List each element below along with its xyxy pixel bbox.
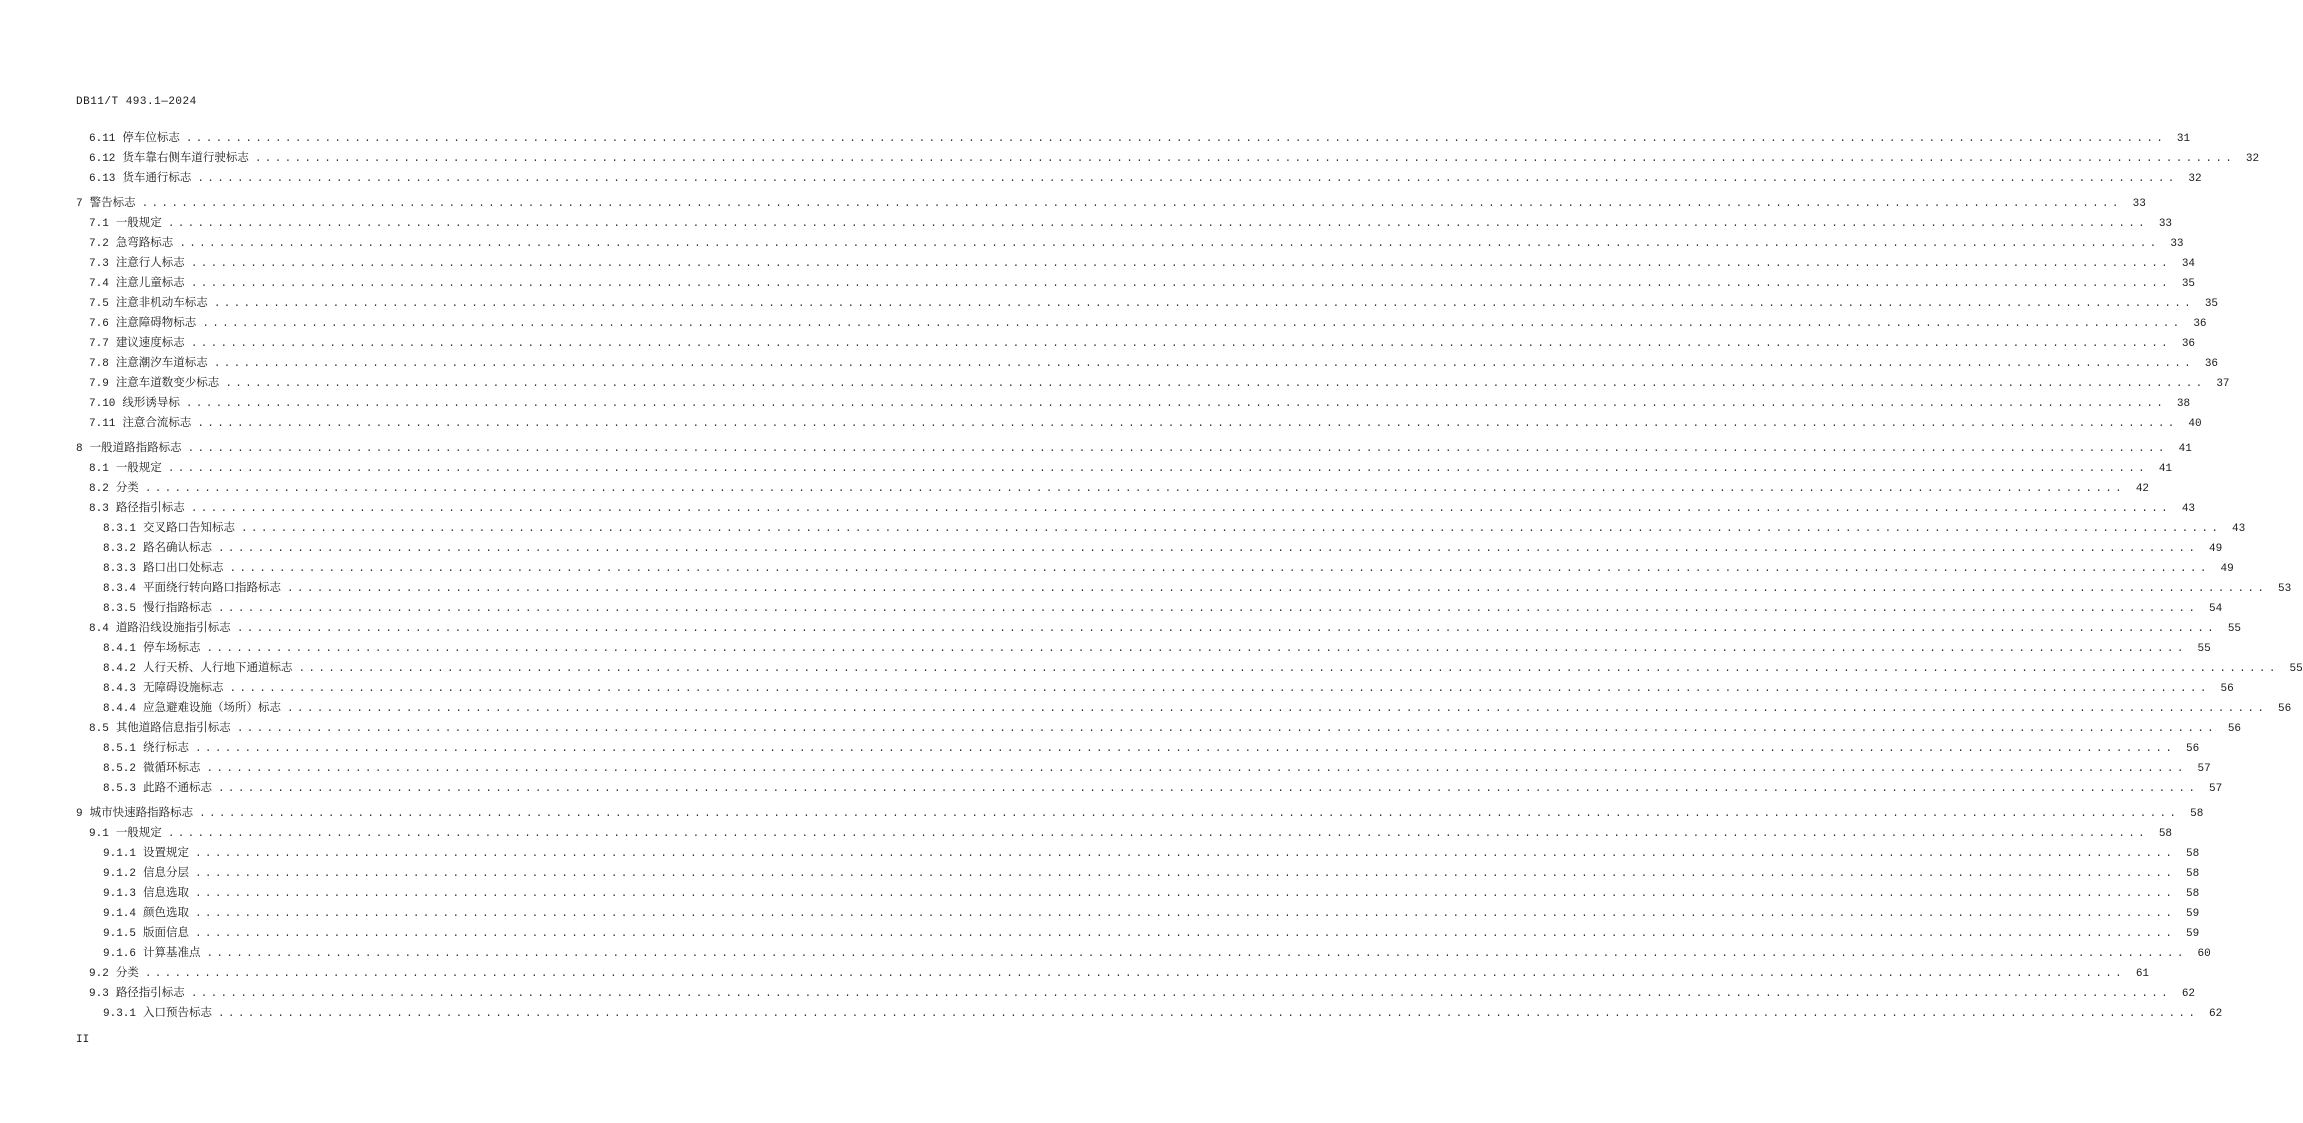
table-of-contents: [76, 127, 2303, 1022]
toc-page-number: 36: [2204, 358, 2219, 370]
toc-dot-leader: ........................................................................................................................................................................................................: [185, 133, 2167, 145]
toc-entry[interactable]: [76, 777, 2223, 797]
toc-page-number: 56: [2186, 743, 2200, 755]
toc-dot-leader: ........................................................................................................................................................................................................: [190, 278, 2172, 290]
toc-page-number: 58: [2190, 808, 2204, 820]
toc-section-number: 7.9: [89, 378, 109, 390]
toc-entry[interactable]: [76, 497, 2196, 517]
toc-section-number: 7.11: [89, 418, 116, 430]
toc-section-title: 警告标志: [89, 195, 136, 209]
toc-section-number: 8: [76, 443, 83, 455]
toc-entry[interactable]: [76, 802, 2204, 822]
toc-section-number: 6.12: [89, 153, 116, 165]
toc-section-title: 注意合流标志: [122, 415, 192, 429]
toc-page-number: 56: [2220, 683, 2234, 695]
toc-section-title: 建议速度标志: [115, 335, 185, 349]
toc-dot-leader: ........................................................................................................................................................................................................: [141, 198, 2122, 210]
toc-section-title: 分类: [115, 480, 139, 494]
toc-section-number: 8.4.1: [103, 643, 137, 655]
toc-section-title: 应急避难设施（场所）标志: [143, 700, 282, 714]
toc-section-number: 8.5.3: [103, 783, 137, 795]
toc-section-number: 8.1: [89, 463, 109, 475]
toc-section-number: 8.5.2: [103, 763, 137, 775]
toc-entry[interactable]: [76, 537, 2223, 557]
toc-section-title: 急弯路标志: [115, 235, 174, 249]
toc-section-number: 9.1.2: [103, 868, 137, 880]
toc-dot-leader: ........................................................................................................................................................................................................: [218, 543, 2199, 555]
toc-entry[interactable]: [76, 352, 2219, 372]
toc-dot-leader: ........................................................................................................................................................................................................: [167, 218, 2149, 230]
toc-section-title: 注意行人标志: [115, 255, 185, 269]
toc-entry[interactable]: [76, 437, 2192, 457]
toc-entry[interactable]: [76, 457, 2173, 477]
toc-page-number: 33: [2170, 238, 2184, 250]
toc-section-number: 9.2: [89, 968, 109, 980]
toc-section-number: 9.1: [89, 828, 109, 840]
toc-dot-leader: ........................................................................................................................................................................................................: [213, 358, 2195, 370]
toc-entry[interactable]: [76, 697, 2292, 717]
toc-entry[interactable]: [76, 862, 2200, 882]
toc-dot-leader: ........................................................................................................................................................................................................: [197, 418, 2178, 430]
toc-section-number: 8.3.4: [103, 583, 137, 595]
toc-dot-leader: ........................................................................................................................................................................................................: [144, 483, 2126, 495]
toc-section-number: 6.11: [89, 133, 116, 145]
toc-page-number: 54: [2209, 603, 2223, 615]
toc-dot-leader: ........................................................................................................................................................................................................: [229, 683, 2210, 695]
document-code-header: DB11/T 493.1—2024: [76, 96, 197, 108]
toc-page-number: 58: [2186, 848, 2200, 860]
toc-page-number: 42: [2135, 483, 2150, 495]
toc-entry[interactable]: [76, 477, 2150, 497]
toc-section-number: 7.10: [89, 398, 116, 410]
toc-dot-leader: ........................................................................................................................................................................................................: [195, 928, 2176, 940]
toc-section-number: 7.2: [89, 238, 109, 250]
toc-entry[interactable]: [76, 842, 2200, 862]
toc-dot-leader: ........................................................................................................................................................................................................: [167, 463, 2149, 475]
toc-entry[interactable]: [76, 252, 2196, 272]
toc-section-title: 路径指引标志: [115, 500, 185, 514]
toc-entry[interactable]: [76, 212, 2173, 232]
toc-dot-leader: ........................................................................................................................................................................................................: [190, 338, 2172, 350]
toc-section-title: 货车靠右侧车道行驶标志: [122, 150, 249, 164]
toc-entry[interactable]: [76, 167, 2202, 187]
toc-section-title: 城市快速路指路标志: [89, 805, 194, 819]
toc-dot-leader: ........................................................................................................................................................................................................: [190, 988, 2172, 1000]
toc-dot-leader: ........................................................................................................................................................................................................: [195, 908, 2176, 920]
toc-section-title: 信息选取: [143, 885, 190, 899]
toc-dot-leader: ........................................................................................................................................................................................................: [236, 623, 2218, 635]
toc-section-number: 8.3.1: [103, 523, 137, 535]
toc-section-number: 8.3.5: [103, 603, 137, 615]
toc-entry[interactable]: [76, 412, 2202, 432]
toc-dot-leader: ........................................................................................................................................................................................................: [206, 948, 2187, 960]
toc-dot-leader: ........................................................................................................................................................................................................: [206, 763, 2187, 775]
toc-dot-leader: ........................................................................................................................................................................................................: [199, 808, 2180, 820]
toc-entry[interactable]: [76, 737, 2200, 757]
toc-dot-leader: ........................................................................................................................................................................................................: [179, 238, 2160, 250]
toc-section-title: 一般规定: [115, 825, 162, 839]
toc-page-number: 38: [2176, 398, 2191, 410]
toc-entry[interactable]: [76, 147, 2260, 167]
toc-entry[interactable]: [76, 822, 2173, 842]
toc-dot-leader: ........................................................................................................................................................................................................: [197, 173, 2178, 185]
toc-section-title: 路名确认标志: [143, 540, 213, 554]
toc-dot-leader: ........................................................................................................................................................................................................: [241, 523, 2222, 535]
toc-section-number: 9.3: [89, 988, 109, 1000]
toc-section-title: 入口预告标志: [143, 1005, 213, 1019]
toc-page-number: 41: [2158, 463, 2173, 475]
toc-section-title: 设置规定: [143, 845, 190, 859]
toc-section-number: 8.3.3: [103, 563, 137, 575]
toc-entry[interactable]: [76, 982, 2196, 1002]
toc-dot-leader: ........................................................................................................................................................................................................: [218, 783, 2199, 795]
toc-page-number: 58: [2158, 828, 2173, 840]
toc-section-title: 慢行指路标志: [143, 600, 213, 614]
toc-dot-leader: ........................................................................................................................................................................................................: [185, 398, 2167, 410]
toc-section-title: 路口出口处标志: [143, 560, 224, 574]
toc-section-number: 6.13: [89, 173, 116, 185]
toc-page-number: 58: [2186, 888, 2200, 900]
toc-dot-leader: ........................................................................................................................................................................................................: [254, 153, 2236, 165]
toc-page-number: 33: [2158, 218, 2173, 230]
toc-entry[interactable]: [76, 637, 2211, 657]
toc-dot-leader: ........................................................................................................................................................................................................: [190, 258, 2172, 270]
toc-section-title: 此路不通标志: [143, 780, 213, 794]
toc-page-number: 55: [2227, 623, 2242, 635]
toc-dot-leader: ........................................................................................................................................................................................................: [225, 378, 2206, 390]
toc-page-number: 36: [2193, 318, 2207, 330]
toc-section-title: 一般规定: [115, 215, 162, 229]
toc-section-number: 7.7: [89, 338, 109, 350]
toc-section-number: 7.1: [89, 218, 109, 230]
toc-dot-leader: ........................................................................................................................................................................................................: [190, 503, 2172, 515]
toc-entry[interactable]: [76, 192, 2146, 212]
toc-page-number: 56: [2278, 703, 2292, 715]
toc-section-number: 8.5: [89, 723, 109, 735]
toc-section-number: 8.3: [89, 503, 109, 515]
toc-section-number: 8.4.3: [103, 683, 137, 695]
toc-page-number: 55: [2289, 663, 2303, 675]
toc-entry[interactable]: [76, 757, 2211, 777]
toc-entry[interactable]: [76, 617, 2242, 637]
toc-section-title: 注意非机动车标志: [115, 295, 208, 309]
toc-section-title: 人行天桥、人行地下通道标志: [143, 660, 293, 674]
toc-page-number: 36: [2181, 338, 2196, 350]
toc-entry[interactable]: [76, 517, 2246, 537]
toc-entry[interactable]: [76, 677, 2234, 697]
toc-dot-leader: ........................................................................................................................................................................................................: [229, 563, 2210, 575]
toc-section-title: 计算基准点: [143, 945, 201, 959]
toc-section-title: 交叉路口告知标志: [143, 520, 236, 534]
toc-page-number: 49: [2209, 543, 2223, 555]
toc-section-title: 分类: [115, 965, 139, 979]
toc-page-number: 60: [2197, 948, 2211, 960]
toc-page-number: 35: [2204, 298, 2219, 310]
toc-entry[interactable]: [76, 127, 2191, 147]
toc-section-number: 9.1.5: [103, 928, 137, 940]
toc-section-title: 平面绕行转向路口指路标志: [143, 580, 282, 594]
toc-dot-leader: ........................................................................................................................................................................................................: [218, 1008, 2199, 1020]
toc-page-number: 59: [2186, 928, 2200, 940]
toc-section-title: 注意障碍物标志: [115, 315, 197, 329]
toc-entry[interactable]: [76, 372, 2230, 392]
toc-section-number: 7.3: [89, 258, 109, 270]
toc-page-number: 41: [2178, 443, 2192, 455]
toc-entry[interactable]: [76, 597, 2223, 617]
toc-entry[interactable]: [76, 717, 2242, 737]
toc-dot-leader: ........................................................................................................................................................................................................: [218, 603, 2199, 615]
toc-dot-leader: ........................................................................................................................................................................................................: [195, 868, 2176, 880]
toc-page-number: 43: [2232, 523, 2246, 535]
toc-page-number: 62: [2181, 988, 2196, 1000]
toc-section-number: 9: [76, 808, 83, 820]
toc-page-number: 61: [2135, 968, 2150, 980]
toc-section-number: 9.3.1: [103, 1008, 137, 1020]
toc-page-number: 53: [2278, 583, 2292, 595]
toc-entry[interactable]: [76, 1002, 2223, 1022]
toc-entry[interactable]: [76, 882, 2200, 902]
toc-section-title: 绕行标志: [143, 740, 190, 754]
toc-entry[interactable]: [76, 272, 2196, 292]
toc-section-title: 货车通行标志: [122, 170, 192, 184]
toc-page-number: 32: [2245, 153, 2260, 165]
toc-page-number: 35: [2181, 278, 2196, 290]
toc-page-number: 59: [2186, 908, 2200, 920]
toc-section-number: 7: [76, 198, 83, 210]
toc-page-number: 40: [2188, 418, 2202, 430]
toc-section-number: 7.6: [89, 318, 109, 330]
toc-section-title: 注意儿童标志: [115, 275, 185, 289]
toc-section-title: 停车位标志: [122, 130, 180, 144]
toc-dot-leader: ........................................................................................................................................................................................................: [287, 703, 2268, 715]
toc-dot-leader: ........................................................................................................................................................................................................: [195, 888, 2176, 900]
toc-entry[interactable]: [76, 557, 2234, 577]
toc-section-number: 8.2: [89, 483, 109, 495]
toc-page-number: 43: [2181, 503, 2196, 515]
toc-dot-leader: ........................................................................................................................................................................................................: [187, 443, 2168, 455]
toc-section-title: 版面信息: [143, 925, 190, 939]
toc-section-number: 8.4.2: [103, 663, 137, 675]
toc-section-title: 一般道路指路标志: [89, 440, 182, 454]
toc-section-title: 无障碍设施标志: [143, 680, 224, 694]
toc-page-number: 57: [2197, 763, 2211, 775]
toc-page-number: 56: [2227, 723, 2242, 735]
toc-page-number: 34: [2181, 258, 2196, 270]
toc-section-number: 9.1.1: [103, 848, 137, 860]
toc-section-number: 8.3.2: [103, 543, 137, 555]
toc-section-title: 微循环标志: [143, 760, 201, 774]
toc-entry[interactable]: [76, 657, 2303, 677]
toc-section-title: 一般规定: [115, 460, 162, 474]
toc-section-number: 7.8: [89, 358, 109, 370]
toc-section-number: 8.5.1: [103, 743, 137, 755]
toc-page-number: 37: [2216, 378, 2230, 390]
toc-section-title: 道路沿线设施指引标志: [115, 620, 231, 634]
toc-section-title: 线形诱导标: [122, 395, 180, 409]
toc-entry[interactable]: [76, 902, 2200, 922]
toc-dot-leader: ........................................................................................................................................................................................................: [202, 318, 2183, 330]
toc-section-number: 9.1.3: [103, 888, 137, 900]
toc-section-title: 注意车道数变少标志: [115, 375, 220, 389]
toc-dot-leader: ........................................................................................................................................................................................................: [236, 723, 2218, 735]
toc-section-title: 其他道路信息指引标志: [115, 720, 231, 734]
toc-dot-leader: ........................................................................................................................................................................................................: [195, 743, 2176, 755]
toc-section-number: 9.1.4: [103, 908, 137, 920]
toc-page-number: 33: [2132, 198, 2146, 210]
toc-section-number: 7.4: [89, 278, 109, 290]
toc-section-title: 信息分层: [143, 865, 190, 879]
toc-entry[interactable]: [76, 922, 2200, 942]
toc-page-number: 49: [2220, 563, 2234, 575]
toc-section-title: 颜色选取: [143, 905, 190, 919]
toc-dot-leader: ........................................................................................................................................................................................................: [195, 848, 2176, 860]
toc-section-number: 8.4.4: [103, 703, 137, 715]
toc-entry[interactable]: [76, 332, 2196, 352]
toc-dot-leader: ........................................................................................................................................................................................................: [206, 643, 2187, 655]
toc-section-number: 8.4: [89, 623, 109, 635]
toc-page-number: 31: [2176, 133, 2191, 145]
toc-page-number: 58: [2186, 868, 2200, 880]
toc-section-number: 7.5: [89, 298, 109, 310]
toc-dot-leader: ........................................................................................................................................................................................................: [298, 663, 2279, 675]
toc-entry[interactable]: [76, 312, 2207, 332]
toc-page-number: 62: [2209, 1008, 2223, 1020]
toc-dot-leader: ........................................................................................................................................................................................................: [287, 583, 2268, 595]
toc-section-title: 注意潮汐车道标志: [115, 355, 208, 369]
toc-dot-leader: ........................................................................................................................................................................................................: [144, 968, 2126, 980]
toc-entry[interactable]: [76, 292, 2219, 312]
page-number-footer: II: [76, 1034, 90, 1046]
toc-section-number: 9.1.6: [103, 948, 137, 960]
toc-dot-leader: ........................................................................................................................................................................................................: [167, 828, 2149, 840]
toc-entry[interactable]: [76, 232, 2184, 252]
toc-entry[interactable]: [76, 577, 2292, 597]
toc-entry[interactable]: [76, 962, 2150, 982]
toc-page-number: 55: [2197, 643, 2211, 655]
toc-section-title: 停车场标志: [143, 640, 201, 654]
toc-page-number: 32: [2188, 173, 2202, 185]
toc-page-number: 57: [2209, 783, 2223, 795]
toc-section-title: 路径指引标志: [115, 985, 185, 999]
toc-entry[interactable]: [76, 392, 2191, 412]
toc-dot-leader: ........................................................................................................................................................................................................: [213, 298, 2195, 310]
toc-entry[interactable]: [76, 942, 2211, 962]
